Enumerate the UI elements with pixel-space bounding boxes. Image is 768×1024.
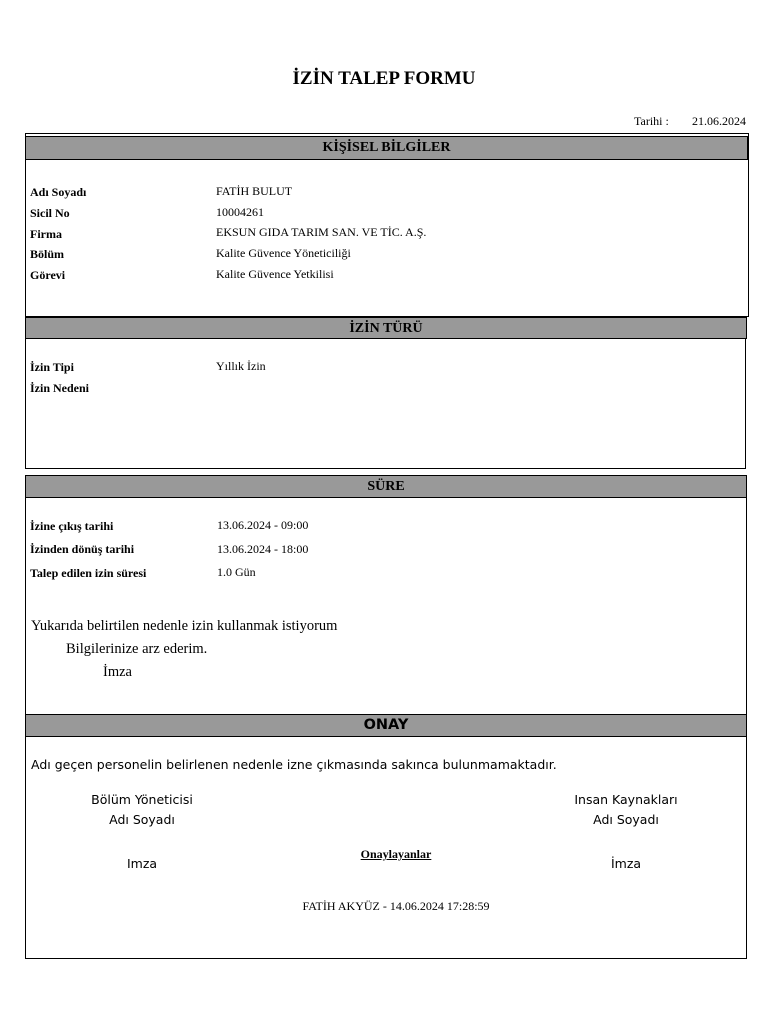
approval-box	[25, 714, 747, 959]
registry-label: Sicil No	[30, 206, 70, 220]
leave-kind-value: Yıllık İzin	[216, 359, 266, 373]
position-label: Görevi	[30, 268, 66, 282]
return-value: 13.06.2024 - 18:00	[217, 542, 309, 556]
leave-type-box	[25, 317, 746, 469]
departure-value: 13.06.2024 - 09:00	[217, 518, 309, 532]
departure-label: İzine çıkış tarihi	[30, 519, 114, 533]
return-label: İzinden dönüş tarihi	[30, 542, 135, 556]
name-label: Adı Soyadı	[30, 185, 87, 199]
page-title: İZİN TALEP FORMU	[292, 68, 476, 89]
requested-duration-value: 1.0 Gün	[217, 565, 256, 579]
department-value: Kalite Güvence Yöneticiliği	[216, 246, 351, 260]
name-value: FATİH BULUT	[216, 184, 293, 198]
leave-reason-label: İzin Nedeni	[30, 381, 90, 395]
duration-header: SÜRE	[25, 475, 747, 498]
approvers-label: Onaylayanlar	[360, 847, 432, 861]
duration-box	[25, 475, 747, 715]
registry-value: 10004261	[216, 205, 264, 219]
personal-info-header: KİŞİSEL BİLGİLER	[25, 136, 748, 160]
hr-role: Insan Kaynakları	[574, 792, 678, 807]
date-label: Tarihi :	[634, 114, 669, 128]
manager-role: Bölüm Yöneticisi	[91, 792, 193, 807]
approver-entry: FATİH AKYÜZ - 14.06.2024 17:28:59	[302, 899, 490, 913]
company-label: Firma	[30, 227, 62, 241]
hr-name-label: Adı Soyadı	[593, 812, 659, 827]
company-value: EKSUN GIDA TARIM SAN. VE TİC. A.Ş.	[216, 225, 427, 239]
approval-statement: Adı geçen personelin belirlenen nedenle izne çıkmasında sakınca bulunmamaktadır.	[31, 757, 557, 772]
hr-signature-label: İmza	[610, 856, 642, 871]
leave-type-header: İZİN TÜRÜ	[25, 317, 747, 339]
position-value: Kalite Güvence Yetkilisi	[216, 267, 334, 281]
requester-signature-label: İmza	[103, 664, 132, 680]
request-closing: Bilgilerinize arz ederim.	[66, 641, 208, 657]
requested-duration-label: Talep edilen izin süresi	[30, 566, 147, 580]
approval-header: ONAY	[25, 714, 747, 737]
leave-kind-label: İzin Tipi	[30, 360, 74, 374]
date-value: 21.06.2024	[692, 114, 746, 128]
department-label: Bölüm	[30, 247, 65, 261]
manager-name-label: Adı Soyadı	[109, 812, 175, 827]
manager-signature-label: Imza	[126, 856, 158, 871]
request-statement: Yukarıda belirtilen nedenle izin kullanmak istiyorum	[31, 618, 338, 634]
